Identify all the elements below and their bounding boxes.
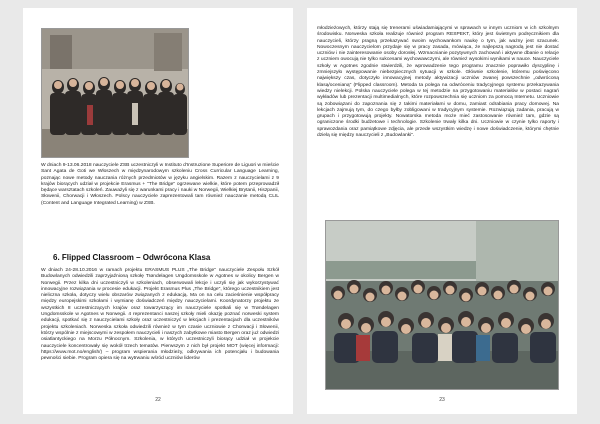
body-text-left: W dniach 24-28.10.2016 w ramach projektu ERASMUS PLUS „The Bridge" nauczyciele Zespołu Szkół Budowlanych odwiedzili zaprzyjaźnioną szkołę Trøndelagen Ungdomsskole w Agotnes w okolicy Bergen w Norwegii. Przez kilka dni uczestniczyli w szkoleniach, obserwowali lekcje i uczyli się jak wykorzystywać innowacyjne rozwiązania w procesie edukacji. Projekt Erasmus Plus „The Bridge", którego uczestnikiem jest nieliczna szkoła, dotyczy wielu obszarów związanych z edukacją. Ma on na celu zacieśnienie współpracy między europejskimi szkołami i wymianę doświadczeń między nauczycielami. Koordynatorzy projektu ze wszystkich 8 uczestniczących krajów oraz towarzyszący im nauczyciele spotkali się w Trøndelagen Ungdomsskole w Agotnes w Norwegii. 4 reprezentanci naszej szkoły mieli okazję poznać norweski system edukacji, spotkać się z nauczycielami szkoły oraz uczestniczyć w lekcjach i prezentacjach dla uczestników projektu szkoleniach. Norweska szkoła odwiedzili również w tym czasie uczniowie z Chorwacji i Słowenii, którzy wspólnie z miejscowymi w zespołem nauczycieli i naszych zabytkowe miasto Bergen oraz już odwiedzi osiatlantyckiego na Morzu Północnym. Szkolenia, w których uczestniczyli biorący udział w projekcie nauczyciele koncentrowały się wokół trzech tematów. Pierwszym z nich był projekt MOT (więcej informacji: https://www.mot.no/english/) – program wspierania młodzieży, odkrywania ich potencjału i budowania pewności siebie. Program opiera się na wytrwaniu wśród uczniów liderów	[41, 268, 279, 362]
group-photo-students	[325, 220, 559, 390]
right-page	[307, 8, 577, 414]
section-heading: 6. Flipped Classroom – Odwrócona Klasa	[53, 253, 211, 262]
students-photo-image	[326, 221, 559, 390]
group-photo-teachers	[41, 28, 189, 158]
body-text-right: młodzieżowych, którzy stają się trenerami uświadamiającymi w sprawach w innym uczniom w ich szkolnym środowisku. Norweska szkoła realizuje również program RESPEKT, który jest świetnym podręcznikiem dla nauczycieli, którzy pragną przekazywać swoim wychowankom naukę o tym, jak ważny jest szacunek. Nowoczesnym nauczycielom przydaje się w pracy zasada, mówiąca, że najlepszą nagrodą jest nie dostać uczniów i nie zainteresowanie osoby dorosłej. Wzmacnianie pozytywnych zachowań i aktywne dbanie o relacje z uczniem owocują nie tylko sukcesami wychowawczymi, ale również wysokimi wynikami w nauce. Nauczyciele szkoły w Agotnes zgodnie stwierdzili, że wprowadzenie tego programu znacznie poprawiło dyscyplinę i zmniejszyło występowanie niebezpiecznych sytuacji w szkole. Głównie szkolenie, któremu poświęcono największy czas, dotyczyło innowacyjnej metody aktywizacji uczniów zwanej powszechnie „odwróconą klasą/ocenianą" (Flipped classroom). Metoda ta polega na odwróceniu tradycyjnego systemu przekazywania wiedzy nielekcji. Polska nauczyciele polega w tej metodzie na przygotowaniu materiałów w postaci nagrań wykładów lub prezentacji multimedialnych, które rozpowszechnia się uczniom za pomocą Internetu. Uczniowie są zobowiązani do zapoznania się z takimi materiałami w domu, zamiast odrabiania pracy domowej. Na lekcjach zajmują tym, do czego byłby zobligowani w tradycyjnym systemie. Rozwiązują zadania, pracują w grupach i przygotowują projekty. Nowatorska metoda może mieć zastosowanie również tam, gdzie są ograniczone środki budżetowe i technologie. Szkolenie trwały kilka dni. Uczniowie w czynie tylko raporty i sprawozdania oraz pamiątkowe zdjęcia, ale przede wszystkim wiedzę i nowe doświadczenie, którymi chętnie dzielą się między nauczycieli z „Budowlanki".	[317, 26, 559, 139]
group-photo-image	[42, 29, 189, 158]
page-number-right: 23	[439, 397, 445, 403]
page-number-left: 22	[155, 397, 161, 403]
photo-caption: W dniach 9-13.06.2018 nauczyciele ZSB uczestniczyli w Instituto d'Instruzione Superiore de Liguori w mieście Sant Agata de Goti we Włoszech w międzynarodowym szkoleniu Cross Curricular Language Learning, poznając nowe metody nauczania różnych przedmiotów w języku angielskim. Razem z nauczycielami z 9 krajów biorących udział w projekcie Erasmus + "The Bridge" ogrzewane wielkie, które potem przeprowadził będące warsztatach szkoleń. Zauważyli się z warunkami pracy i nauki w Norwegii, Wielkiej Brytanii, Hiszpanii, Słowenii, Chorwacji i Włoszech. Polscy nauczyciele zaprezentowali tam również nauczanie metodą CLIL (Content and Language Integrated Learning) w ZSB.	[41, 163, 279, 206]
left-page	[23, 8, 293, 414]
